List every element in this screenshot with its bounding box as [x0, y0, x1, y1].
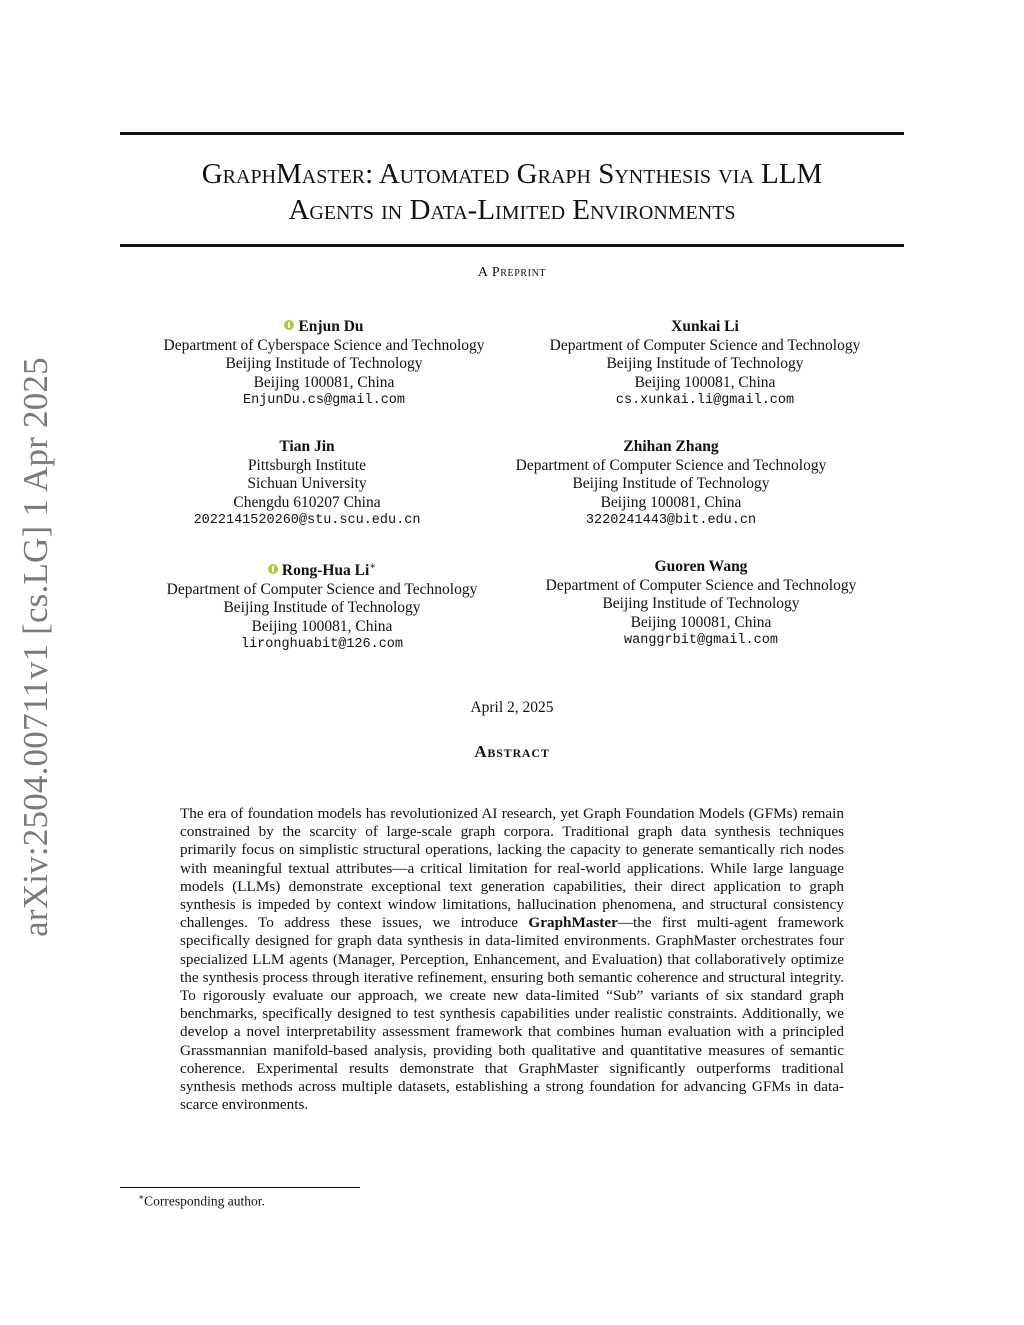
author-affiliation: Sichuan University [247, 475, 367, 492]
author-affiliation: Beijing Institude of Technology [225, 355, 423, 372]
title-top-rule [120, 132, 904, 135]
footnote-rule [120, 1187, 360, 1188]
author-affiliation: Beijing Institude of Technology [223, 599, 421, 617]
author-affiliation: Beijing 100081, China [630, 613, 772, 631]
author-email[interactable]: 2022141520260@stu.scu.edu.cn [193, 513, 421, 528]
author-affiliation: Beijing Institude of Technology [606, 355, 804, 372]
author-affiliation: Department of Computer Science and Technology [549, 336, 861, 354]
author-name: Tian Jin [279, 438, 335, 455]
author-affiliation: Beijing 100081, China [251, 617, 393, 635]
author-affiliation: Department of Computer Science and Technology [515, 456, 827, 474]
title-line-1: GraphMaster: Automated Graph Synthesis via LLM [201, 158, 823, 190]
author-email[interactable]: 3220241443@bit.edu.cn [585, 513, 757, 528]
author-block [130, 558, 514, 655]
author-email[interactable]: lironghuabit@126.com [240, 637, 404, 653]
author-email[interactable]: EnjunDu.cs@gmail.com [242, 393, 406, 408]
author-affiliation: Department of Computer Science and Technology [166, 580, 478, 598]
author-email[interactable]: cs.xunkai.li@gmail.com [615, 393, 795, 408]
preprint-label: A Preprint [477, 265, 547, 280]
author-affiliation: Beijing 100081, China [634, 373, 776, 391]
author-affiliation: Beijing 100081, China [253, 373, 395, 391]
author-affiliation: Department of Computer Science and Technology [545, 576, 857, 594]
author-name: Xunkai Li [671, 318, 739, 335]
abstract-text-part: —the first multi-agent framework specifically designed for graph data synthesis in data-limited environments. GraphMaster orchestrates four specialized LLM agents (Manager, Perception, Enhancement, and Evaluation) that collaboratively optimize the synthesis process through iterative refinement, ensuring both semantic coherence and structural integrity. To rigorously evaluate our approach, we create new data-limited “Sub” variants of six standard graph benchmarks, specifically designed to test synthesis capabilities under realistic constraints. Additionally, we develop a novel interpretability assessment framework that combines human evaluation with a principled Grassmannian manifold-based analysis, providing both qualitative and quantitative measures of semantic coherence. Experimental results demonstrate that GraphMaster significantly outperforms traditional synthesis methods across multiple datasets, establishing a strong foundation for advancing GFMs in data-scarce environments. [180, 914, 845, 1114]
author-block [479, 438, 863, 531]
abstract-body [180, 805, 844, 1114]
abstract-framework-name: GraphMaster [528, 914, 618, 932]
publication-date: April 2, 2025 [470, 699, 554, 716]
author-affiliation: Pittsburgh Institute [247, 456, 367, 474]
abstract-heading: Abstract [474, 742, 550, 761]
author-block [115, 438, 499, 531]
footnote [138, 1192, 265, 1210]
author-block [513, 318, 897, 411]
author-affiliation: Department of Cyberspace Science and Technology [163, 336, 485, 354]
author-email[interactable]: wanggrbit@gmail.com [624, 633, 778, 648]
author-affiliation: Beijing 100081, China [600, 493, 742, 511]
author-name: Zhihan Zhang [623, 438, 719, 455]
orcid-icon[interactable] [284, 320, 294, 330]
title-bottom-rule [120, 244, 904, 247]
footnote-mark: ∗ [369, 561, 377, 572]
author-name: Rong-Hua Li [281, 562, 370, 580]
author-affiliation: Beijing Institude of Technology [572, 475, 770, 492]
author-affiliation: Beijing Institude of Technology [602, 595, 800, 612]
arxiv-sidebar [6, 356, 66, 937]
orcid-icon[interactable] [268, 564, 278, 574]
footnote-mark: ∗ [138, 1192, 145, 1202]
paper-title [120, 156, 904, 228]
author-block [132, 318, 516, 411]
arxiv-identifier: arXiv:2504.00711v1 [cs.LG] 1 Apr 2025 [16, 356, 55, 937]
author-block [509, 558, 893, 651]
abstract-text-part: The era of foundation models has revolutionized AI research, yet Graph Foundation Models (GFMs) remain constrained by the scarcity of large-scale graph corpora. Traditional graph data synthesis techniques primarily focus on simplistic structural operations, lacking the capacity to generate semantically rich nodes with meaningful textual attributes—a critical limitation for real-world applications. While large language models (LLMs) demonstrate exceptional text generation capabilities, their direct application to graph synthesis is impeded by context window limitations, hallucination phenomena, and structural consistency challenges. To address these issues, we introduce [180, 805, 844, 932]
title-line-2: Agents in Data-Limited Environments [288, 194, 736, 226]
author-name: Guoren Wang [654, 558, 748, 575]
author-name: Enjun Du [298, 318, 364, 335]
footnote-text: Corresponding author. [144, 1193, 265, 1209]
author-affiliation: Chengdu 610207 China [233, 493, 381, 511]
